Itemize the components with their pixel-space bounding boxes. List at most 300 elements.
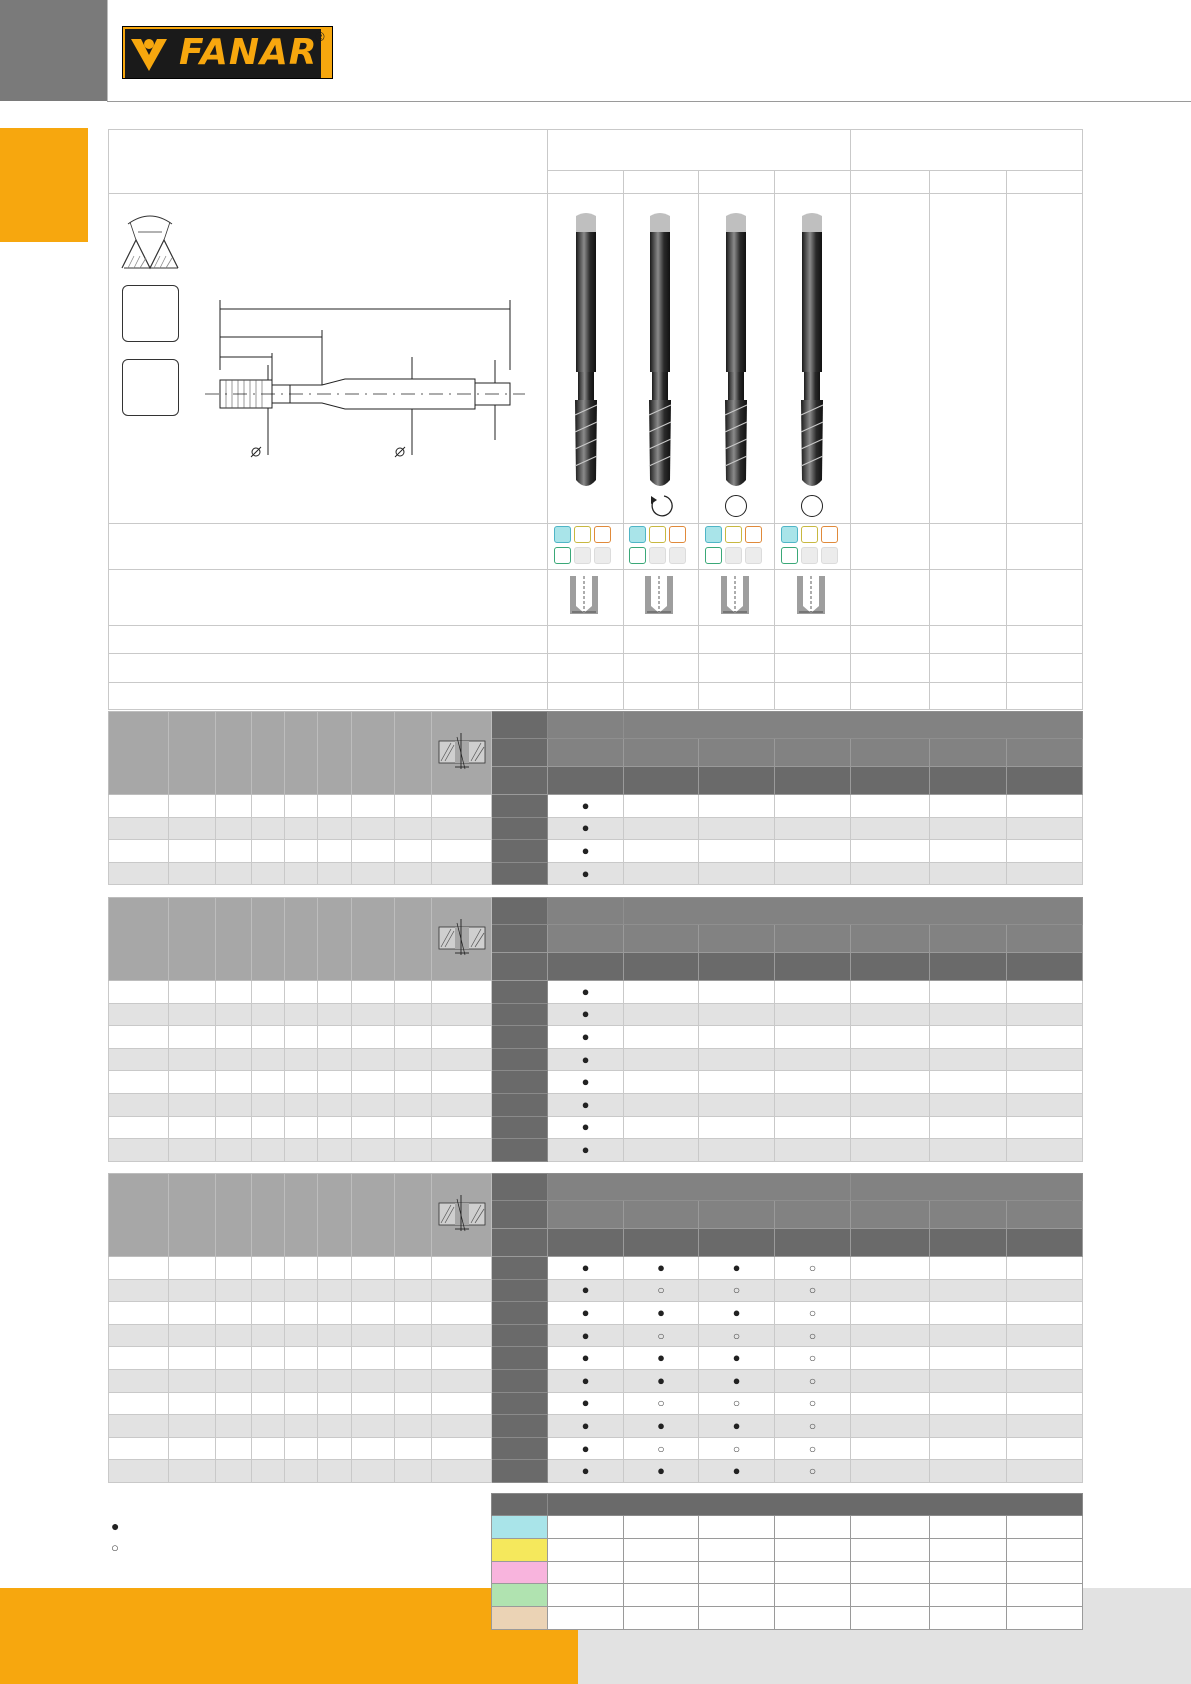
table-cell — [109, 1279, 169, 1302]
table-cell — [318, 981, 352, 1004]
table-cell — [395, 862, 432, 885]
header-cell — [395, 898, 432, 981]
table-cell — [285, 981, 318, 1004]
table-cell — [548, 840, 624, 863]
table-cell — [851, 1093, 930, 1116]
table-cell — [169, 840, 216, 863]
header-cell — [492, 767, 548, 795]
table-cell — [548, 1538, 624, 1561]
header-cell — [548, 1494, 1083, 1516]
tool-image-4[interactable] — [798, 210, 826, 492]
table-cell — [548, 1516, 624, 1539]
material-indicator-box — [725, 526, 742, 543]
table-cell — [216, 1324, 252, 1347]
material-indicator-box — [745, 526, 762, 543]
table-cell — [352, 1139, 395, 1162]
rule-hole-row — [108, 625, 1083, 626]
table-cell — [252, 1048, 285, 1071]
table-cell — [285, 1302, 318, 1325]
table-row — [109, 1415, 1083, 1438]
header-cell — [624, 739, 699, 767]
table-cell — [285, 1071, 318, 1094]
table-cell — [1007, 1584, 1083, 1607]
table-cell — [318, 840, 352, 863]
table-cell — [851, 1538, 930, 1561]
table-cell — [352, 1257, 395, 1280]
brand-name: FANAR — [179, 32, 318, 73]
table-cell — [624, 1415, 699, 1438]
table-cell — [699, 1369, 775, 1392]
table-cell — [624, 1437, 699, 1460]
table-cell — [252, 1437, 285, 1460]
table-cell — [352, 817, 395, 840]
header-cell — [930, 739, 1007, 767]
table-cell — [169, 1093, 216, 1116]
table-cell — [432, 981, 492, 1004]
table-cell — [775, 1415, 851, 1438]
col-line-547 — [547, 129, 548, 710]
table-cell — [1007, 1048, 1083, 1071]
availability-dot: ● — [657, 1463, 665, 1479]
table-cell — [1007, 1347, 1083, 1370]
table-cell — [775, 1437, 851, 1460]
side-orange-tab — [0, 128, 88, 242]
material-indicator-box — [801, 547, 818, 564]
rule-title-row — [108, 193, 1083, 194]
table-cell — [1007, 981, 1083, 1004]
availability-hollow-dot: ○ — [808, 1328, 817, 1343]
header-cell — [252, 712, 285, 795]
table-cell — [775, 1561, 851, 1584]
material-row — [492, 1538, 1083, 1561]
header-cell — [624, 953, 699, 981]
material-indicator-box — [629, 547, 646, 564]
table-cell — [109, 1093, 169, 1116]
header-vertical-divider — [107, 0, 108, 101]
table-cell — [548, 1116, 624, 1139]
header-cell — [930, 953, 1007, 981]
table-cell — [395, 1071, 432, 1094]
table-cell — [285, 1279, 318, 1302]
material-color-table — [491, 1493, 1083, 1630]
rule-material-row — [108, 569, 1083, 570]
header-cell — [624, 712, 1083, 739]
availability-dot: ● — [732, 1463, 741, 1479]
table-cell — [775, 1026, 851, 1049]
table-cell — [318, 1071, 352, 1094]
table-cell — [109, 862, 169, 885]
table-cell — [930, 1257, 1007, 1280]
header-cell — [699, 953, 775, 981]
table-cell — [252, 1071, 285, 1094]
table-cell — [352, 840, 395, 863]
table-cell — [169, 1460, 216, 1483]
table-cell — [930, 1347, 1007, 1370]
table-cell — [624, 1561, 699, 1584]
material-row — [492, 1607, 1083, 1630]
material-indicator-box — [594, 547, 611, 564]
header-cell — [318, 898, 352, 981]
table-cell — [1007, 1516, 1083, 1539]
table-cell — [1007, 1324, 1083, 1347]
header-cell — [851, 925, 930, 953]
table-cell — [318, 1437, 352, 1460]
header-cell — [216, 712, 252, 795]
table-cell — [492, 1415, 548, 1438]
header-cell — [851, 1229, 930, 1257]
availability-dot: ● — [581, 1395, 590, 1411]
table-cell — [624, 840, 699, 863]
table-cell — [624, 795, 699, 818]
table-cell — [1007, 1003, 1083, 1026]
header-cell — [169, 898, 216, 981]
standard-icon-box-1 — [122, 285, 179, 342]
table-cell — [395, 1116, 432, 1139]
table-cell — [492, 1369, 548, 1392]
header-cell — [492, 1229, 548, 1257]
table-cell — [699, 817, 775, 840]
table-cell — [548, 1561, 624, 1584]
header-cell — [699, 1201, 775, 1229]
table-cell — [699, 1093, 775, 1116]
table-cell — [699, 1003, 775, 1026]
table-cell — [930, 795, 1007, 818]
table-cell — [930, 1302, 1007, 1325]
header-cell — [851, 1174, 1083, 1201]
table-cell — [492, 1324, 548, 1347]
table-cell — [285, 1257, 318, 1280]
hole-type-icon — [797, 576, 825, 614]
availability-hollow-dot: ○ — [808, 1441, 817, 1456]
table-cell — [492, 817, 548, 840]
table-cell — [624, 1607, 699, 1630]
table-cell — [1007, 1279, 1083, 1302]
table-row — [109, 1392, 1083, 1415]
header-cell — [775, 1201, 851, 1229]
table-cell — [624, 981, 699, 1004]
table-cell — [216, 1347, 252, 1370]
table-cell — [775, 1003, 851, 1026]
table-cell — [432, 862, 492, 885]
material-color-swatch — [492, 1561, 548, 1584]
table-cell — [699, 1116, 775, 1139]
table-cell — [285, 1347, 318, 1370]
table-cell — [109, 1302, 169, 1325]
availability-dot: ● — [581, 1372, 590, 1388]
table-cell — [930, 1048, 1007, 1071]
table-row — [109, 1347, 1083, 1370]
table-cell — [548, 1257, 624, 1280]
table-cell — [775, 1460, 851, 1483]
availability-dot: ● — [581, 1463, 590, 1479]
availability-dot: ● — [581, 1006, 590, 1022]
header-cell — [285, 712, 318, 795]
tool-image-2[interactable] — [646, 210, 674, 492]
table-cell — [352, 862, 395, 885]
table-cell — [699, 862, 775, 885]
legend-hollow-dot: ○ — [111, 1540, 119, 1555]
table-cell — [699, 1048, 775, 1071]
table-cell — [318, 1257, 352, 1280]
table-cell — [395, 1460, 432, 1483]
table-cell — [699, 1516, 775, 1539]
table-cell — [432, 1460, 492, 1483]
rule-image-row — [108, 523, 1083, 524]
header-cell — [109, 712, 169, 795]
table-cell — [285, 1048, 318, 1071]
availability-dot: ● — [657, 1372, 665, 1388]
header-cell — [851, 739, 930, 767]
table-cell — [109, 1347, 169, 1370]
table-cell — [851, 1257, 930, 1280]
table-cell — [318, 817, 352, 840]
header-cell — [492, 712, 548, 739]
header-cell — [169, 712, 216, 795]
table-cell — [624, 1048, 699, 1071]
table-cell — [548, 1093, 624, 1116]
table-cell — [775, 840, 851, 863]
table-cell — [318, 1139, 352, 1162]
availability-hollow-dot: ○ — [808, 1373, 817, 1388]
table-cell — [285, 1139, 318, 1162]
table-cell — [432, 840, 492, 863]
table-cell — [624, 1324, 699, 1347]
table-cell — [252, 1026, 285, 1049]
header-cell — [432, 712, 492, 795]
availability-dot: ● — [581, 1074, 590, 1090]
material-indicator-box — [629, 526, 646, 543]
table-cell — [699, 1026, 775, 1049]
material-indicator-box — [669, 526, 686, 543]
header-cell — [285, 1174, 318, 1257]
table-cell — [169, 1369, 216, 1392]
table-cell — [930, 1324, 1007, 1347]
availability-dot: ● — [732, 1259, 741, 1275]
availability-hollow-dot: ○ — [808, 1283, 817, 1298]
table-cell — [548, 1139, 624, 1162]
table-cell — [216, 1437, 252, 1460]
availability-dot: ● — [581, 1119, 590, 1135]
table-cell — [216, 1093, 252, 1116]
table-cell — [216, 1048, 252, 1071]
table-cell — [851, 840, 930, 863]
table-cell — [699, 1437, 775, 1460]
table-cell — [169, 862, 216, 885]
table-cell — [169, 795, 216, 818]
hole-depth-icon — [437, 729, 487, 775]
table-cell — [548, 1048, 624, 1071]
table-cell — [252, 795, 285, 818]
col-line-698 — [698, 170, 699, 710]
table-cell — [109, 1257, 169, 1280]
table-cell — [930, 1116, 1007, 1139]
table-cell — [1007, 1257, 1083, 1280]
header-cell — [1007, 953, 1083, 981]
table-cell — [699, 981, 775, 1004]
header-cell — [352, 712, 395, 795]
table-cell — [930, 1369, 1007, 1392]
material-color-swatch — [492, 1607, 548, 1630]
table-cell — [851, 862, 930, 885]
table-cell — [432, 1437, 492, 1460]
table-cell — [775, 981, 851, 1004]
table-cell — [318, 1460, 352, 1483]
availability-dot: ● — [581, 983, 590, 999]
table-cell — [775, 1607, 851, 1630]
table-cell — [492, 840, 548, 863]
table-cell — [285, 1003, 318, 1026]
tap-dimension-drawing — [200, 295, 530, 465]
table-cell — [432, 1116, 492, 1139]
table-cell — [352, 1347, 395, 1370]
table-cell — [285, 1460, 318, 1483]
table-cell — [109, 1071, 169, 1094]
table-cell — [395, 1437, 432, 1460]
hole-depth-icon — [437, 1191, 487, 1237]
table-row — [109, 795, 1083, 818]
table-cell — [318, 862, 352, 885]
table-cell — [851, 1584, 930, 1607]
table-cell — [851, 1116, 930, 1139]
table-cell — [285, 840, 318, 863]
table-cell — [775, 1324, 851, 1347]
table-cell — [851, 1279, 930, 1302]
table-cell — [318, 1324, 352, 1347]
header-cell — [492, 925, 548, 953]
table-cell — [395, 1302, 432, 1325]
table-3 — [108, 1173, 1083, 1483]
table-cell — [352, 1392, 395, 1415]
table-cell — [395, 1139, 432, 1162]
table-cell — [352, 1324, 395, 1347]
table-cell — [169, 1279, 216, 1302]
brand-registered-mark: ® — [315, 29, 325, 44]
table-cell — [216, 1369, 252, 1392]
header-cell — [432, 1174, 492, 1257]
table-cell — [216, 1071, 252, 1094]
brand-logo[interactable] — [122, 26, 333, 79]
table-cell — [699, 1538, 775, 1561]
availability-hollow-dot: ○ — [808, 1418, 817, 1433]
material-indicator-box — [781, 547, 798, 564]
availability-dot: ● — [581, 1350, 590, 1366]
table-cell — [252, 1003, 285, 1026]
table-cell — [699, 1584, 775, 1607]
table-cell — [851, 1415, 930, 1438]
table-cell — [548, 1607, 624, 1630]
table-cell — [432, 1302, 492, 1325]
table-cell — [109, 1324, 169, 1347]
table-cell — [492, 1460, 548, 1483]
table-cell — [699, 1347, 775, 1370]
table-cell — [169, 1257, 216, 1280]
table-cell — [169, 1302, 216, 1325]
table-cell — [109, 1026, 169, 1049]
table-cell — [624, 1302, 699, 1325]
table-cell — [699, 1324, 775, 1347]
table-1 — [108, 711, 1083, 885]
table-cell — [548, 1437, 624, 1460]
header-cell — [699, 767, 775, 795]
table-cell — [548, 1392, 624, 1415]
table-cell — [318, 1302, 352, 1325]
table-cell — [285, 1415, 318, 1438]
availability-hollow-dot: ○ — [732, 1328, 741, 1343]
availability-hollow-dot: ○ — [732, 1283, 741, 1298]
header-cell — [548, 898, 624, 925]
table-header-row — [109, 1174, 1083, 1201]
table-cell — [548, 1324, 624, 1347]
table-cell — [352, 1279, 395, 1302]
table-cell — [252, 1415, 285, 1438]
table-cell — [624, 1347, 699, 1370]
table-cell — [930, 981, 1007, 1004]
header-cell — [775, 767, 851, 795]
table-cell — [109, 795, 169, 818]
header-cell — [492, 1494, 548, 1516]
table-cell — [216, 1392, 252, 1415]
table-cell — [395, 1003, 432, 1026]
header-cell — [1007, 1201, 1083, 1229]
table-cell — [548, 1003, 624, 1026]
table-cell — [352, 1437, 395, 1460]
header-cell — [624, 1229, 699, 1257]
table-cell — [252, 1139, 285, 1162]
table-cell — [699, 1607, 775, 1630]
table-cell — [432, 1347, 492, 1370]
table-cell — [395, 1093, 432, 1116]
table-cell — [169, 817, 216, 840]
table-cell — [109, 1116, 169, 1139]
table-row — [109, 1460, 1083, 1483]
header-cell — [548, 712, 624, 739]
tool-image-1[interactable] — [572, 210, 600, 492]
table-cell — [109, 817, 169, 840]
availability-dot: ● — [657, 1259, 665, 1275]
table-cell — [1007, 1607, 1083, 1630]
table-cell — [775, 1538, 851, 1561]
table-cell — [775, 1584, 851, 1607]
availability-dot: ● — [581, 842, 590, 858]
table-cell — [624, 1392, 699, 1415]
header-cell — [492, 898, 548, 925]
table-cell — [548, 817, 624, 840]
material-row — [492, 1561, 1083, 1584]
table-cell — [216, 1460, 252, 1483]
header-cell — [492, 1174, 548, 1201]
table-cell — [352, 981, 395, 1004]
table-cell — [252, 981, 285, 1004]
table-row — [109, 981, 1083, 1004]
material-indicator-box — [781, 526, 798, 543]
availability-dot: ● — [581, 797, 590, 813]
table-cell — [395, 1369, 432, 1392]
availability-dot: ● — [581, 1440, 590, 1456]
table-cell — [492, 1257, 548, 1280]
table-cell — [395, 1347, 432, 1370]
table-cell — [775, 1347, 851, 1370]
tool-image-3[interactable] — [722, 210, 750, 492]
table-cell — [432, 1003, 492, 1026]
table-cell — [930, 862, 1007, 885]
availability-hollow-dot: ○ — [808, 1305, 817, 1320]
table-cell — [624, 1584, 699, 1607]
rule-spec-row-2 — [108, 682, 1083, 683]
table-cell — [318, 1392, 352, 1415]
table-cell — [395, 1026, 432, 1049]
table-cell — [252, 1116, 285, 1139]
table-cell — [851, 1071, 930, 1094]
